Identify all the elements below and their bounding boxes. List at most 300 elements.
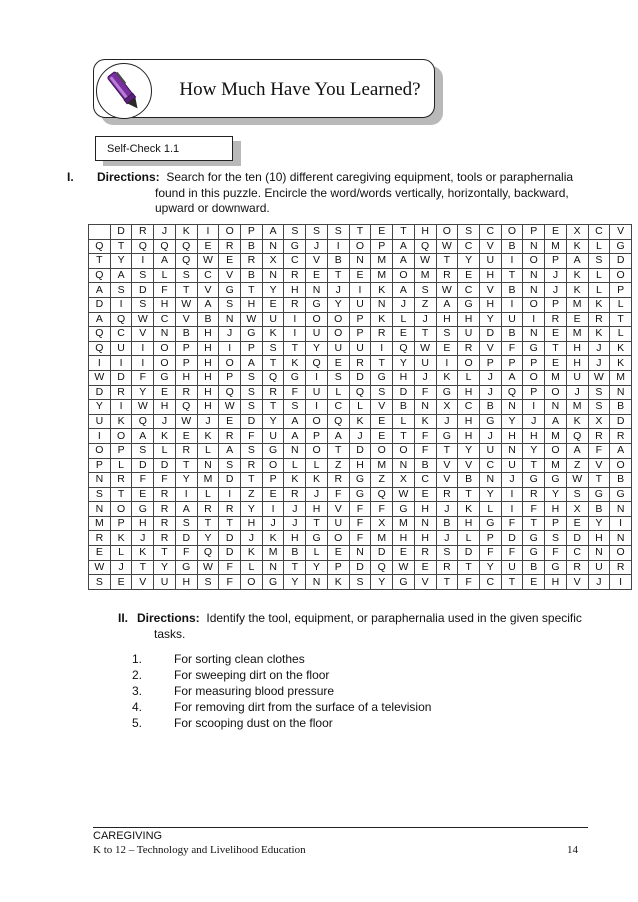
grid-cell: O (501, 225, 523, 240)
grid-cell: G (284, 370, 306, 385)
grid-cell: I (610, 575, 632, 590)
grid-cell: J (327, 283, 349, 298)
grid-cell: I (110, 400, 132, 415)
grid-cell: Q (393, 341, 415, 356)
grid-cell: Q (219, 385, 241, 400)
grid-cell: R (154, 487, 176, 502)
grid-cell: E (371, 429, 393, 444)
grid-cell: Q (89, 327, 111, 342)
grid-cell: E (371, 414, 393, 429)
grid-cell: P (110, 516, 132, 531)
grid-cell: P (327, 560, 349, 575)
grid-row (89, 356, 632, 371)
grid-cell: E (349, 268, 371, 283)
section-2-lead (137, 610, 587, 626)
grid-cell: S (132, 443, 154, 458)
grid-cell: Y (327, 297, 349, 312)
grid-cell: S (197, 575, 219, 590)
grid-cell: Y (479, 312, 501, 327)
grid-cell: I (89, 356, 111, 371)
grid-cell: Q (414, 239, 436, 254)
grid-cell: A (327, 429, 349, 444)
grid-cell: W (436, 283, 458, 298)
grid-cell: Q (175, 254, 197, 269)
grid-cell: E (262, 297, 284, 312)
grid-cell: W (132, 400, 154, 415)
grid-cell: O (262, 458, 284, 473)
grid-cell: I (436, 356, 458, 371)
grid-cell: T (132, 560, 154, 575)
grid-cell: H (175, 575, 197, 590)
grid-cell: T (588, 473, 610, 488)
grid-cell: Z (371, 473, 393, 488)
grid-cell: Q (327, 414, 349, 429)
grid-cell: S (588, 400, 610, 415)
grid-cell: N (523, 239, 545, 254)
grid-cell: H (545, 502, 567, 517)
grid-cell: B (588, 502, 610, 517)
grid-cell: P (523, 385, 545, 400)
grid-cell: L (458, 370, 480, 385)
grid-cell: Q (262, 370, 284, 385)
grid-cell: F (501, 341, 523, 356)
grid-cell: T (89, 254, 111, 269)
grid-cell: R (523, 487, 545, 502)
grid-cell: L (306, 546, 328, 561)
grid-cell: G (523, 473, 545, 488)
grid-cell: C (479, 575, 501, 590)
grid-cell: W (241, 312, 263, 327)
grid-cell: E (110, 575, 132, 590)
grid-cell: T (219, 516, 241, 531)
grid-cell: H (393, 531, 415, 546)
grid-cell: E (523, 575, 545, 590)
grid-cell: G (175, 560, 197, 575)
grid-row (89, 225, 632, 240)
grid-cell: Y (458, 254, 480, 269)
grid-cell: L (327, 385, 349, 400)
grid-cell: K (566, 283, 588, 298)
grid-cell: Q (89, 239, 111, 254)
grid-cell: M (545, 429, 567, 444)
grid-cell: P (241, 225, 263, 240)
grid-cell: L (588, 268, 610, 283)
grid-cell: Q (306, 356, 328, 371)
grid-cell: O (436, 225, 458, 240)
grid-cell: B (610, 473, 632, 488)
section-1-text-cont: found in this puzzle. Encircle the word/words vertically, horizontally, backward, upward or downward. (155, 185, 569, 215)
grid-cell: E (414, 487, 436, 502)
grid-cell: C (458, 239, 480, 254)
grid-cell: U (501, 312, 523, 327)
grid-cell: H (479, 268, 501, 283)
grid-cell: L (588, 283, 610, 298)
grid-cell: U (327, 516, 349, 531)
grid-cell: O (393, 443, 415, 458)
grid-cell: B (327, 254, 349, 269)
grid-cell: J (219, 327, 241, 342)
grid-cell: I (110, 356, 132, 371)
grid-cell: K (610, 341, 632, 356)
grid-cell: K (371, 283, 393, 298)
grid-cell: A (241, 356, 263, 371)
grid-cell: H (458, 516, 480, 531)
grid-cell: O (545, 385, 567, 400)
grid-cell: X (371, 516, 393, 531)
grid-cell: N (393, 458, 415, 473)
grid-cell: S (327, 225, 349, 240)
grid-cell: N (349, 254, 371, 269)
grid-cell: T (284, 560, 306, 575)
grid-cell: S (327, 370, 349, 385)
grid-cell: H (458, 312, 480, 327)
grid-cell: R (175, 385, 197, 400)
grid-cell: M (262, 546, 284, 561)
grid-cell: S (436, 327, 458, 342)
grid-cell: V (132, 327, 154, 342)
grid-cell: H (197, 327, 219, 342)
grid-cell: M (371, 458, 393, 473)
grid-cell: I (197, 225, 219, 240)
grid-cell: E (566, 312, 588, 327)
grid-cell: S (241, 385, 263, 400)
grid-row (89, 458, 632, 473)
pen-icon (97, 64, 151, 118)
grid-cell: G (219, 283, 241, 298)
grid-cell: S (241, 443, 263, 458)
grid-cell: V (588, 458, 610, 473)
grid-cell: H (393, 370, 415, 385)
grid-cell: E (371, 225, 393, 240)
grid-cell: T (262, 400, 284, 415)
grid-cell: R (436, 560, 458, 575)
grid-cell: K (284, 356, 306, 371)
grid-cell: S (566, 487, 588, 502)
grid-cell: Y (175, 473, 197, 488)
grid-cell: D (501, 531, 523, 546)
grid-cell: F (175, 546, 197, 561)
grid-row (89, 560, 632, 575)
grid-cell: T (393, 429, 415, 444)
grid-cell: L (393, 312, 415, 327)
grid-cell: O (154, 356, 176, 371)
grid-cell: S (545, 531, 567, 546)
grid-cell: A (154, 254, 176, 269)
grid-cell: C (479, 458, 501, 473)
grid-cell: G (523, 531, 545, 546)
grid-cell: S (132, 268, 154, 283)
grid-row (89, 473, 632, 488)
grid-cell: Z (241, 487, 263, 502)
grid-cell: W (219, 400, 241, 415)
grid-cell: R (414, 546, 436, 561)
grid-cell: R (241, 254, 263, 269)
grid-cell: V (306, 254, 328, 269)
grid-cell: R (110, 473, 132, 488)
grid-cell: Y (197, 531, 219, 546)
grid-cell: J (588, 341, 610, 356)
grid-cell: C (414, 473, 436, 488)
grid-cell: B (501, 239, 523, 254)
grid-cell: C (110, 327, 132, 342)
grid-cell: H (458, 414, 480, 429)
grid-cell: Q (566, 429, 588, 444)
grid-cell: J (588, 356, 610, 371)
grid-cell: Q (132, 239, 154, 254)
grid-cell: Y (241, 502, 263, 517)
grid-cell: F (523, 502, 545, 517)
grid-cell: U (154, 575, 176, 590)
grid-cell: O (327, 531, 349, 546)
grid-cell: R (132, 225, 154, 240)
grid-cell: Q (89, 268, 111, 283)
grid-cell: P (306, 429, 328, 444)
grid-cell: A (610, 443, 632, 458)
grid-cell: S (262, 341, 284, 356)
grid-cell: H (284, 531, 306, 546)
grid-cell: J (479, 370, 501, 385)
grid-cell: B (197, 312, 219, 327)
grid-cell: W (89, 370, 111, 385)
grid-cell: F (241, 429, 263, 444)
grid-cell: W (588, 370, 610, 385)
grid-cell: A (219, 443, 241, 458)
grid-cell: H (566, 341, 588, 356)
grid-cell: P (545, 297, 567, 312)
grid-cell: R (154, 531, 176, 546)
grid-cell: H (154, 400, 176, 415)
grid-cell: U (479, 443, 501, 458)
grid-cell: F (154, 283, 176, 298)
grid-cell: G (262, 575, 284, 590)
grid-cell: W (393, 560, 415, 575)
grid-cell: T (349, 225, 371, 240)
grid-cell: H (306, 502, 328, 517)
grid-cell: L (393, 414, 415, 429)
grid-cell: I (501, 254, 523, 269)
grid-cell: F (458, 575, 480, 590)
grid-cell: A (284, 414, 306, 429)
grid-cell: M (371, 531, 393, 546)
grid-cell: W (197, 560, 219, 575)
grid-cell: F (349, 502, 371, 517)
grid-cell: F (349, 531, 371, 546)
grid-cell: G (393, 502, 415, 517)
grid-row (89, 443, 632, 458)
grid-cell: R (241, 458, 263, 473)
grid-cell: H (241, 516, 263, 531)
grid-cell: T (458, 487, 480, 502)
grid-cell: T (241, 283, 263, 298)
grid-cell: V (479, 283, 501, 298)
grid-cell: P (545, 516, 567, 531)
grid-cell: J (306, 239, 328, 254)
grid-cell: S (89, 575, 111, 590)
grid-cell: T (110, 239, 132, 254)
grid-cell: H (436, 312, 458, 327)
grid-row (89, 400, 632, 415)
grid-cell: P (610, 283, 632, 298)
grid-cell: K (306, 473, 328, 488)
grid-cell: N (479, 473, 501, 488)
grid-cell: C (284, 254, 306, 269)
grid-cell: P (523, 225, 545, 240)
grid-cell: J (501, 473, 523, 488)
grid-cell: C (479, 225, 501, 240)
grid-cell: A (501, 370, 523, 385)
grid-cell: N (501, 400, 523, 415)
grid-cell: L (610, 297, 632, 312)
grid-cell: R (175, 443, 197, 458)
grid-cell: I (501, 297, 523, 312)
grid-cell: T (175, 283, 197, 298)
grid-cell: W (197, 254, 219, 269)
grid-cell: C (566, 546, 588, 561)
grid-cell: D (219, 546, 241, 561)
grid-cell: D (610, 414, 632, 429)
grid-cell: U (262, 312, 284, 327)
grid-cell: U (349, 297, 371, 312)
grid-cell: R (349, 356, 371, 371)
grid-cell: R (89, 531, 111, 546)
section-2-label: Directions: (137, 611, 200, 625)
grid-cell: K (197, 429, 219, 444)
grid-cell: B (458, 473, 480, 488)
grid-cell: O (610, 458, 632, 473)
grid-cell: K (241, 546, 263, 561)
grid-cell: R (458, 341, 480, 356)
grid-cell: K (262, 327, 284, 342)
grid-cell: N (219, 312, 241, 327)
grid-cell: K (566, 414, 588, 429)
grid-cell: L (110, 458, 132, 473)
grid-cell: T (327, 268, 349, 283)
grid-cell: S (219, 297, 241, 312)
grid-cell: Y (393, 356, 415, 371)
grid-cell: X (393, 473, 415, 488)
grid-cell: I (284, 327, 306, 342)
grid-cell: R (284, 487, 306, 502)
grid-cell: U (501, 458, 523, 473)
grid-cell: H (284, 283, 306, 298)
grid-cell: J (414, 370, 436, 385)
grid-cell: O (110, 429, 132, 444)
self-check-label: Self-Check 1.1 (95, 136, 233, 161)
grid-row (89, 575, 632, 590)
grid-cell: V (566, 575, 588, 590)
grid-cell: J (566, 385, 588, 400)
grid-cell: S (89, 487, 111, 502)
grid-cell: J (393, 297, 415, 312)
grid-cell: R (610, 429, 632, 444)
grid-cell: V (479, 239, 501, 254)
grid-cell: T (523, 458, 545, 473)
grid-cell: P (349, 312, 371, 327)
grid-cell: N (371, 297, 393, 312)
grid-cell: M (610, 370, 632, 385)
grid-cell: P (175, 341, 197, 356)
section-2-text: Identify the tool, equipment, or paraphernalia used in the given specific (206, 611, 582, 625)
grid-cell: H (197, 341, 219, 356)
grid-cell: F (284, 385, 306, 400)
grid-cell: L (306, 458, 328, 473)
grid-cell: S (588, 254, 610, 269)
grid-cell: U (566, 370, 588, 385)
grid-cell: Q (371, 487, 393, 502)
grid-cell: R (545, 312, 567, 327)
grid-cell: Q (371, 560, 393, 575)
grid-cell: Z (566, 458, 588, 473)
grid-cell: F (501, 516, 523, 531)
footer-subject: CAREGIVING (93, 830, 163, 842)
grid-cell: M (545, 370, 567, 385)
grid-cell: R (219, 502, 241, 517)
grid-cell: D (89, 297, 111, 312)
grid-cell: W (175, 297, 197, 312)
grid-cell: T (436, 575, 458, 590)
grid-cell: T (501, 268, 523, 283)
grid-cell: F (479, 546, 501, 561)
grid-cell: B (501, 327, 523, 342)
grid-cell: I (219, 341, 241, 356)
page-title: How Much Have You Learned? (179, 79, 421, 100)
grid-row (89, 531, 632, 546)
grid-cell: I (284, 312, 306, 327)
grid-cell: O (545, 443, 567, 458)
grid-cell: Y (501, 414, 523, 429)
grid-cell: S (241, 400, 263, 415)
grid-cell: E (545, 225, 567, 240)
grid-cell: J (132, 531, 154, 546)
grid-cell: L (479, 502, 501, 517)
grid-cell: B (436, 516, 458, 531)
grid-cell: D (458, 546, 480, 561)
grid-cell: N (523, 268, 545, 283)
grid-cell: M (393, 516, 415, 531)
grid-cell: F (132, 370, 154, 385)
section-2-text-cont: tasks. (154, 627, 186, 641)
grid-cell: Q (501, 385, 523, 400)
grid-cell: W (89, 560, 111, 575)
grid-cell: I (89, 429, 111, 444)
grid-cell: S (284, 225, 306, 240)
grid-cell: V (479, 341, 501, 356)
grid-cell: E (154, 385, 176, 400)
grid-cell: Y (523, 443, 545, 458)
grid-cell: E (458, 268, 480, 283)
grid-cell: T (371, 356, 393, 371)
grid-cell: R (588, 312, 610, 327)
grid-cell: T (458, 560, 480, 575)
grid-cell: F (132, 473, 154, 488)
grid-cell: H (197, 370, 219, 385)
grid-cell: W (566, 473, 588, 488)
grid-cell: E (219, 414, 241, 429)
grid-cell: T (241, 473, 263, 488)
grid-cell: J (479, 429, 501, 444)
grid-cell: E (306, 268, 328, 283)
grid-cell: N (414, 400, 436, 415)
grid-cell: I (523, 400, 545, 415)
grid-cell: K (110, 531, 132, 546)
grid-cell: T (110, 487, 132, 502)
grid-cell: I (610, 516, 632, 531)
grid-cell: M (371, 268, 393, 283)
grid-cell: F (349, 516, 371, 531)
grid-cell: H (458, 429, 480, 444)
grid-cell: J (545, 268, 567, 283)
grid-cell: N (89, 502, 111, 517)
